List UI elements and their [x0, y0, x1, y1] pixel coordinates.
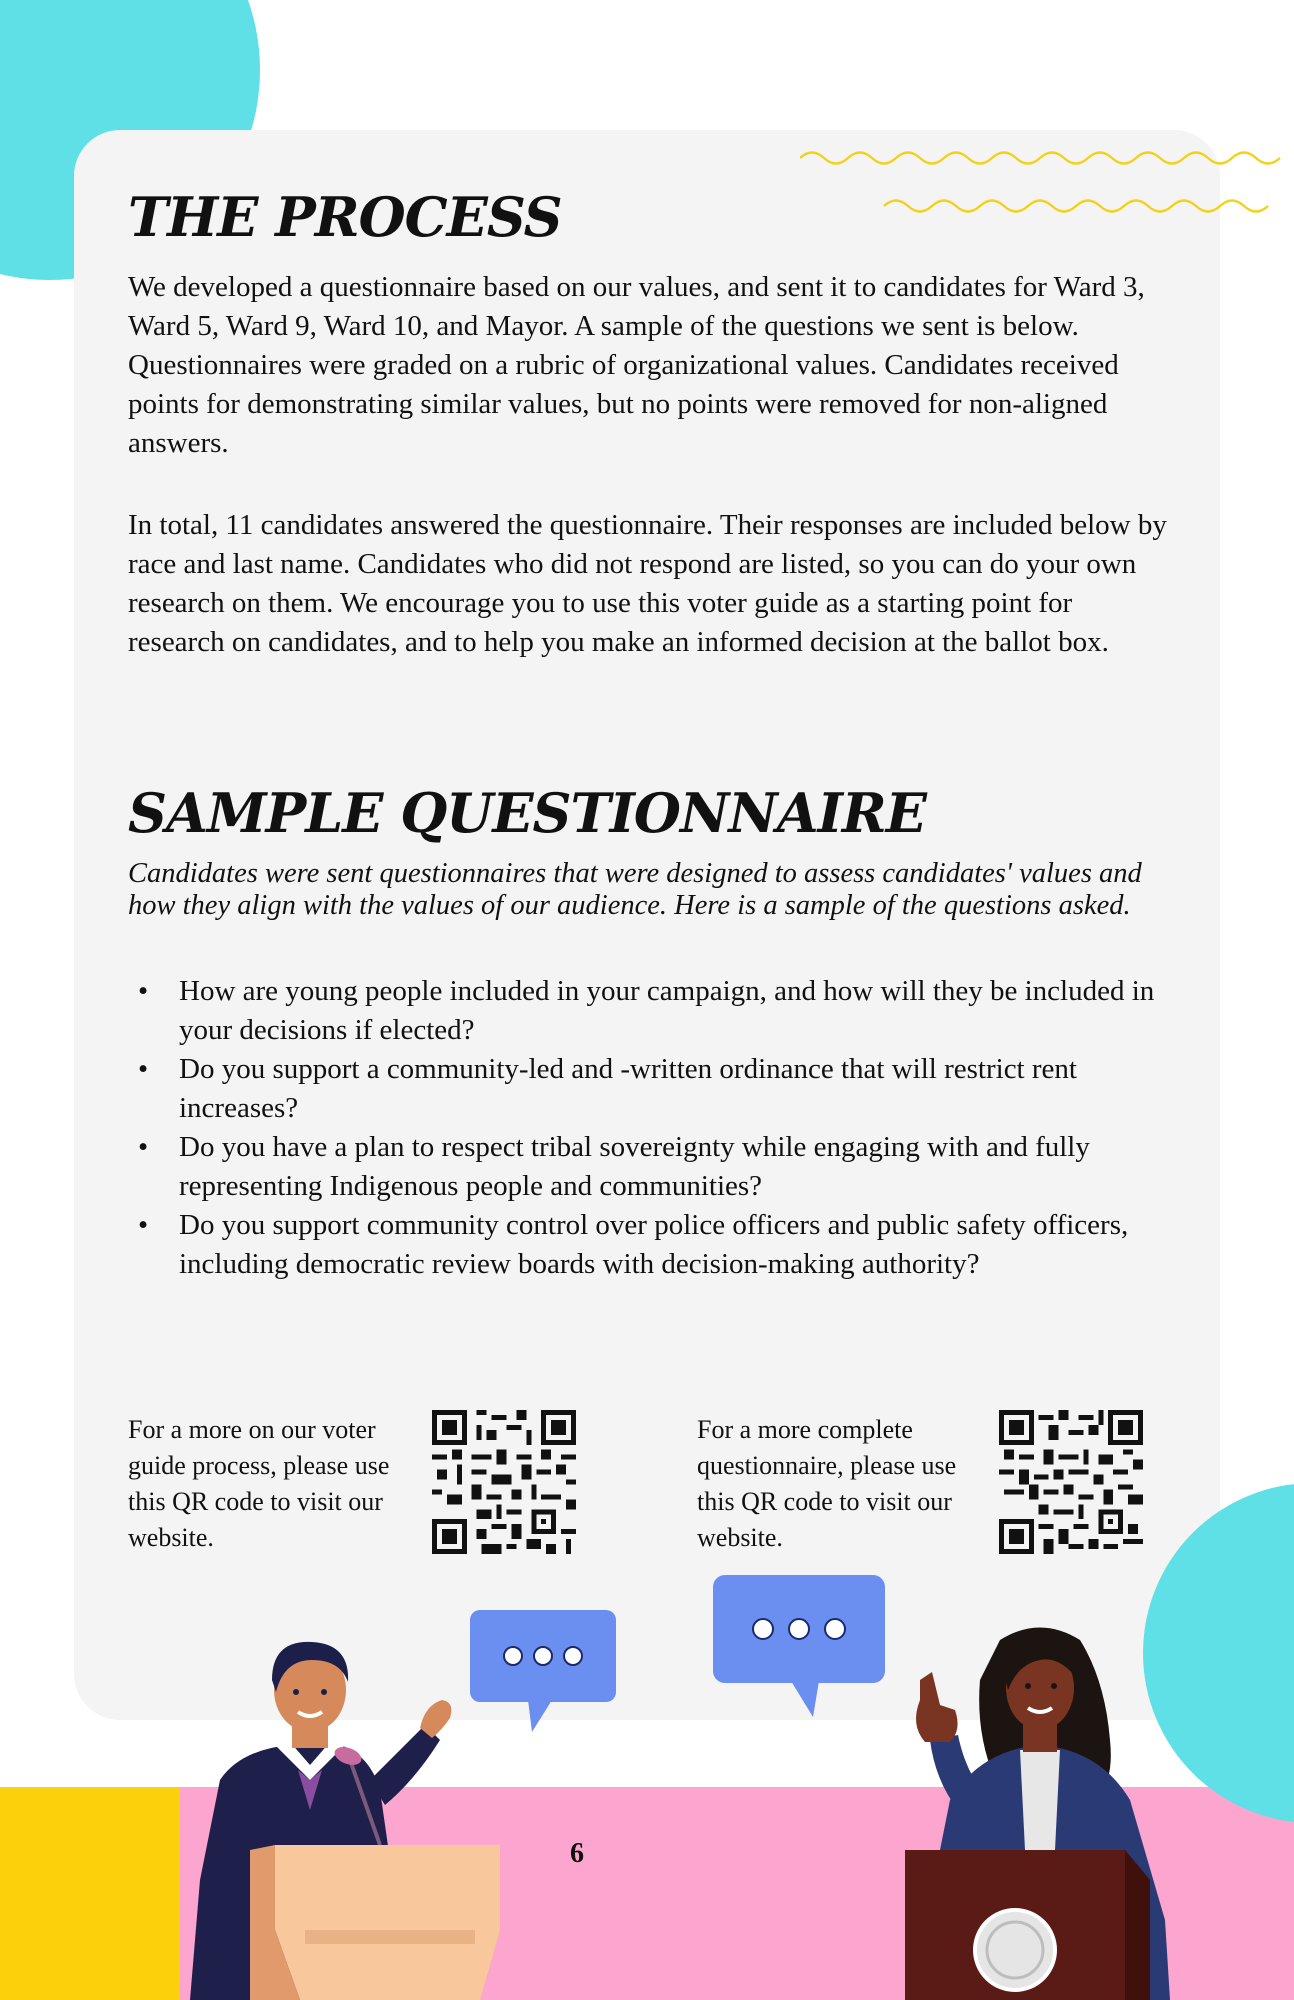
list-item — [128, 1206, 1168, 1284]
question-text: Do you support a community-led and -written ordinance that will restrict rent increases? — [179, 1053, 1077, 1124]
question-text: Do you have a plan to respect tribal sovereignty while engaging with and fully representing Indigenous people and communities? — [179, 1131, 1090, 1202]
process-paragraph-2: In total, 11 candidates answered the questionnaire. Their responses are included below by race and last name. Candidates who did not respond are listed, so you can do your own research on them. We encourage you to use this voter guide as a starting point for research on candidates, and to help you make an informed decision at the ballot box. — [128, 509, 1167, 658]
sample-intro: Candidates were sent questionnaires that were designed to assess candidates' values and how they align with the values of our audience. Here is a sample of the questions asked. — [128, 858, 1142, 921]
woman-at-podium-illustration — [880, 1620, 1180, 2000]
process-title: THE PROCESS — [128, 185, 562, 249]
bullet: • — [138, 975, 149, 1007]
qr-caption-questionnaire: For a more complete questionnaire, please use this QR code to visit our website. — [697, 1415, 957, 1552]
question-text: Do you support community control over police officers and public safety officers, including democratic review boards with decision-making authority? — [179, 1209, 1129, 1280]
bullet: • — [138, 1053, 149, 1085]
qr-code-icon[interactable] — [999, 1410, 1143, 1554]
squiggle-decoration — [800, 146, 1294, 226]
list-item — [128, 972, 1168, 1050]
page-number: 6 — [570, 1838, 584, 1869]
process-paragraph-1: We developed a questionnaire based on our values, and sent it to candidates for Ward 3, Ward 5, Ward 9, Ward 10, and Mayor. A sample of the questions we sent is below. Questionnaires were graded on a rubric of organizational values. Candidates received points for demonstrating similar values, but no points were removed for non-aligned answers. — [128, 271, 1145, 459]
list-item — [128, 1050, 1168, 1128]
bullet: • — [138, 1209, 149, 1241]
qr-caption-process: For a more on our voter guide process, please use this QR code to visit our website. — [128, 1415, 390, 1552]
question-list — [128, 972, 1168, 1284]
bullet: • — [138, 1131, 149, 1163]
speech-bubble-icon — [713, 1575, 888, 1720]
question-text: How are young people included in your campaign, and how will they be included in your decisions if elected? — [179, 975, 1155, 1046]
sample-questionnaire-title: SAMPLE QUESTIONNAIRE — [128, 781, 926, 845]
list-item — [128, 1128, 1168, 1206]
man-at-podium-illustration — [180, 1630, 520, 2000]
qr-code-icon[interactable] — [432, 1410, 576, 1554]
